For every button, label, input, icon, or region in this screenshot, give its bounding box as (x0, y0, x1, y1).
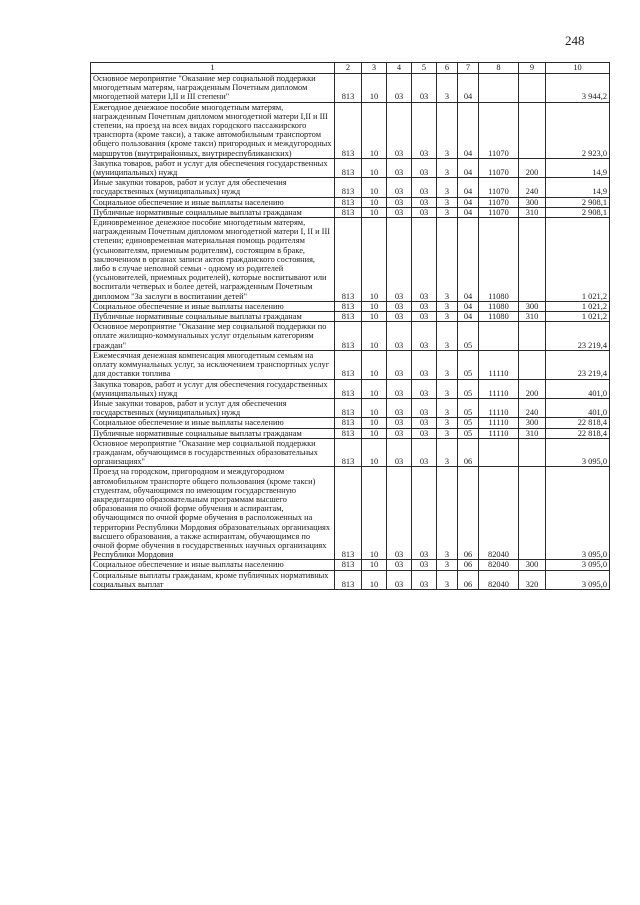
admin-code: 813 (335, 350, 362, 379)
table-row (91, 102, 610, 158)
direction-code: 11070 (479, 102, 519, 158)
section-code: 10 (362, 301, 387, 311)
admin-code: 813 (335, 322, 362, 351)
direction-code: 11110 (479, 350, 519, 379)
table-row (91, 312, 610, 322)
subprogram-code: 3 (437, 350, 458, 379)
column-header: 7 (458, 63, 479, 74)
subprogram-code: 3 (437, 418, 458, 428)
activity-code: 04 (458, 74, 479, 103)
expense-type-code: 310 (519, 207, 546, 217)
subprogram-code: 3 (437, 312, 458, 322)
subsection-code: 03 (387, 102, 412, 158)
section-code: 10 (362, 312, 387, 322)
admin-code: 813 (335, 570, 362, 589)
admin-code: 813 (335, 301, 362, 311)
table-row (91, 350, 610, 379)
amount-value: 14,9 (546, 158, 610, 177)
direction-code: 11110 (479, 418, 519, 428)
direction-code: 11110 (479, 428, 519, 438)
column-header: 2 (335, 63, 362, 74)
section-code: 10 (362, 428, 387, 438)
amount-value: 22 818,4 (546, 418, 610, 428)
section-code: 10 (362, 570, 387, 589)
table-row (91, 398, 610, 417)
expense-type-code (519, 467, 546, 560)
amount-value: 3 095,0 (546, 560, 610, 570)
subprogram-code: 3 (437, 102, 458, 158)
subprogram-code: 3 (437, 197, 458, 207)
amount-value: 1 021,2 (546, 312, 610, 322)
subprogram-code: 3 (437, 74, 458, 103)
amount-value: 401,0 (546, 379, 610, 398)
admin-code: 813 (335, 398, 362, 417)
column-header: 5 (412, 63, 437, 74)
expense-type-code: 310 (519, 312, 546, 322)
program-code: 03 (412, 418, 437, 428)
activity-code: 06 (458, 560, 479, 570)
admin-code: 813 (335, 379, 362, 398)
expense-type-code: 320 (519, 570, 546, 589)
admin-code: 813 (335, 560, 362, 570)
admin-code: 813 (335, 428, 362, 438)
direction-code: 82040 (479, 560, 519, 570)
page-number: 248 (565, 33, 585, 48)
section-code: 10 (362, 207, 387, 217)
row-description: Единовременное денежное пособие многодетным матерям, награжденным Почетным дипломом многодетной матери I, II и III степени; единовременная материальная помощь родителям (усыновителям, приемным родителям), состоящим в браке, заключенном в органах записи актов гражданского состояния, либо в случае неполной семьи - одному из родителей (усыновителей, приемных родителей), которые воспитывают или воспитали четверых и более детей, награжденным Почетным дипломом "За заслуги в воспитании детей" (91, 218, 335, 302)
subsection-code: 03 (387, 74, 412, 103)
admin-code: 813 (335, 158, 362, 177)
admin-code: 813 (335, 418, 362, 428)
program-code: 03 (412, 301, 437, 311)
expense-type-code (519, 74, 546, 103)
expense-type-code: 300 (519, 197, 546, 207)
program-code: 03 (412, 322, 437, 351)
activity-code: 04 (458, 197, 479, 207)
table-row (91, 560, 610, 570)
direction-code: 82040 (479, 467, 519, 560)
direction-code: 11080 (479, 218, 519, 302)
program-code: 03 (412, 570, 437, 589)
activity-code: 04 (458, 207, 479, 217)
subsection-code: 03 (387, 379, 412, 398)
activity-code: 05 (458, 350, 479, 379)
direction-code (479, 74, 519, 103)
admin-code: 813 (335, 312, 362, 322)
activity-code: 05 (458, 398, 479, 417)
table-row (91, 438, 610, 467)
row-description: Иные закупки товаров, работ и услуг для обеспечения государственных (муниципальных) нужд (91, 178, 335, 197)
row-description: Закупка товаров, работ и услуг для обеспечения государственных (муниципальных) нужд (91, 158, 335, 177)
expense-type-code: 240 (519, 398, 546, 417)
program-code: 03 (412, 158, 437, 177)
column-header: 1 (91, 63, 335, 74)
amount-value: 22 818,4 (546, 428, 610, 438)
row-description: Публичные нормативные социальные выплаты гражданам (91, 207, 335, 217)
row-description: Социальные выплаты гражданам, кроме публичных нормативных социальных выплат (91, 570, 335, 589)
section-code: 10 (362, 322, 387, 351)
table-body (91, 74, 610, 590)
subprogram-code: 3 (437, 218, 458, 302)
amount-value: 1 021,2 (546, 218, 610, 302)
program-code: 03 (412, 560, 437, 570)
section-code: 10 (362, 438, 387, 467)
subsection-code: 03 (387, 438, 412, 467)
expense-type-code: 300 (519, 301, 546, 311)
row-description: Иные закупки товаров, работ и услуг для обеспечения государственных (муниципальных) нужд (91, 398, 335, 417)
table-row (91, 301, 610, 311)
direction-code: 11070 (479, 197, 519, 207)
subprogram-code: 3 (437, 428, 458, 438)
column-header: 9 (519, 63, 546, 74)
budget-table (90, 62, 610, 590)
section-code: 10 (362, 350, 387, 379)
admin-code: 813 (335, 438, 362, 467)
activity-code: 04 (458, 301, 479, 311)
subsection-code: 03 (387, 570, 412, 589)
activity-code: 05 (458, 322, 479, 351)
section-code: 10 (362, 158, 387, 177)
program-code: 03 (412, 218, 437, 302)
expense-type-code (519, 218, 546, 302)
subsection-code: 03 (387, 467, 412, 560)
subprogram-code: 3 (437, 438, 458, 467)
row-description: Публичные нормативные социальные выплаты гражданам (91, 312, 335, 322)
program-code: 03 (412, 178, 437, 197)
column-header: 10 (546, 63, 610, 74)
subprogram-code: 3 (437, 158, 458, 177)
table-row (91, 178, 610, 197)
table-row (91, 379, 610, 398)
subprogram-code: 3 (437, 301, 458, 311)
program-code: 03 (412, 102, 437, 158)
amount-value: 23 219,4 (546, 322, 610, 351)
section-code: 10 (362, 197, 387, 207)
section-code: 10 (362, 218, 387, 302)
row-description: Основное мероприятие "Оказание мер социальной поддержки многодетным матерям, награжденным Почетным дипломом многодетной матери I,II и III степени" (91, 74, 335, 103)
section-code: 10 (362, 398, 387, 417)
section-code: 10 (362, 418, 387, 428)
expense-type-code (519, 350, 546, 379)
column-header: 3 (362, 63, 387, 74)
program-code: 03 (412, 379, 437, 398)
activity-code: 05 (458, 428, 479, 438)
amount-value: 2 923,0 (546, 102, 610, 158)
expense-type-code: 200 (519, 158, 546, 177)
table-row (91, 197, 610, 207)
admin-code: 813 (335, 74, 362, 103)
table-row (91, 322, 610, 351)
activity-code: 05 (458, 379, 479, 398)
column-header: 4 (387, 63, 412, 74)
table-row (91, 570, 610, 589)
amount-value: 3 095,0 (546, 438, 610, 467)
expense-type-code: 310 (519, 428, 546, 438)
row-description: Социальное обеспечение и иные выплаты населению (91, 197, 335, 207)
amount-value: 3 095,0 (546, 570, 610, 589)
direction-code: 11070 (479, 178, 519, 197)
program-code: 03 (412, 207, 437, 217)
section-code: 10 (362, 560, 387, 570)
subsection-code: 03 (387, 350, 412, 379)
row-description: Социальное обеспечение и иные выплаты населению (91, 560, 335, 570)
subsection-code: 03 (387, 322, 412, 351)
program-code: 03 (412, 312, 437, 322)
direction-code: 11110 (479, 379, 519, 398)
activity-code: 04 (458, 102, 479, 158)
subprogram-code: 3 (437, 379, 458, 398)
column-header: 6 (437, 63, 458, 74)
admin-code: 813 (335, 467, 362, 560)
table-row (91, 218, 610, 302)
row-description: Публичные нормативные социальные выплаты гражданам (91, 428, 335, 438)
subprogram-code: 3 (437, 560, 458, 570)
section-code: 10 (362, 379, 387, 398)
subsection-code: 03 (387, 418, 412, 428)
column-header: 8 (479, 63, 519, 74)
direction-code (479, 438, 519, 467)
activity-code: 05 (458, 418, 479, 428)
subsection-code: 03 (387, 312, 412, 322)
row-description: Основное мероприятие "Оказание мер социальной поддержки по оплате жилищно-коммунальных услуг отдельным категориям граждан" (91, 322, 335, 351)
activity-code: 06 (458, 467, 479, 560)
program-code: 03 (412, 438, 437, 467)
admin-code: 813 (335, 102, 362, 158)
section-code: 10 (362, 102, 387, 158)
subsection-code: 03 (387, 218, 412, 302)
subprogram-code: 3 (437, 398, 458, 417)
direction-code: 82040 (479, 570, 519, 589)
amount-value: 2 908,1 (546, 207, 610, 217)
row-description: Ежегодное денежное пособие многодетным матерям, награжденным Почетным дипломом многодетной матери I,II и III степени, на проезд на всех видах городского пассажирского транспорта (кроме такси), а также автомобильным транспортом общего пользования (кроме такси) пригородных и междугородных маршрутов (внутрирайонных, внутриреспубликанских) (91, 102, 335, 158)
expense-type-code (519, 438, 546, 467)
activity-code: 04 (458, 218, 479, 302)
expense-type-code: 300 (519, 560, 546, 570)
expense-type-code: 240 (519, 178, 546, 197)
row-description: Проезд на городском, пригородном и междугородном автомобильном транспорте общего пользования (кроме такси) студентам, обучающимся по имеющим государственную аккредитацию образовательным программам высшего образования по очной форме обучения и аспирантам, обучающимся по очной форме обучения в расположенных на территории Республики Мордовия образовательных организациях высшего образования, а также аспирантам, обучающимся по очной форме обучения в государственных научных организациях Республики Мордовия (91, 467, 335, 560)
subsection-code: 03 (387, 301, 412, 311)
amount-value: 14,9 (546, 178, 610, 197)
activity-code: 04 (458, 158, 479, 177)
amount-value: 1 021,2 (546, 301, 610, 311)
row-description: Ежемесячная денежная компенсация многодетным семьям на оплату коммунальных услуг, за исключением транспортных услуг для доставки топлива (91, 350, 335, 379)
table-row (91, 467, 610, 560)
amount-value: 2 908,1 (546, 197, 610, 207)
row-description: Социальное обеспечение и иные выплаты населению (91, 418, 335, 428)
program-code: 03 (412, 197, 437, 207)
amount-value: 23 219,4 (546, 350, 610, 379)
program-code: 03 (412, 74, 437, 103)
admin-code: 813 (335, 218, 362, 302)
subsection-code: 03 (387, 428, 412, 438)
subprogram-code: 3 (437, 467, 458, 560)
table-header-row (91, 63, 610, 74)
admin-code: 813 (335, 197, 362, 207)
expense-type-code: 200 (519, 379, 546, 398)
subprogram-code: 3 (437, 207, 458, 217)
admin-code: 813 (335, 207, 362, 217)
subprogram-code: 3 (437, 178, 458, 197)
direction-code: 11070 (479, 158, 519, 177)
subsection-code: 03 (387, 197, 412, 207)
subprogram-code: 3 (437, 570, 458, 589)
subsection-code: 03 (387, 398, 412, 417)
activity-code: 04 (458, 312, 479, 322)
section-code: 10 (362, 74, 387, 103)
activity-code: 06 (458, 570, 479, 589)
expense-type-code (519, 322, 546, 351)
expense-type-code: 300 (519, 418, 546, 428)
subsection-code: 03 (387, 207, 412, 217)
table-row (91, 428, 610, 438)
program-code: 03 (412, 428, 437, 438)
program-code: 03 (412, 350, 437, 379)
admin-code: 813 (335, 178, 362, 197)
row-description: Социальное обеспечение и иные выплаты населению (91, 301, 335, 311)
table-row (91, 158, 610, 177)
direction-code: 11070 (479, 207, 519, 217)
subsection-code: 03 (387, 158, 412, 177)
amount-value: 3 095,0 (546, 467, 610, 560)
table-row (91, 418, 610, 428)
direction-code: 11080 (479, 301, 519, 311)
amount-value: 401,0 (546, 398, 610, 417)
row-description: Закупка товаров, работ и услуг для обеспечения государственных (муниципальных) нужд (91, 379, 335, 398)
subsection-code: 03 (387, 178, 412, 197)
subsection-code: 03 (387, 560, 412, 570)
program-code: 03 (412, 467, 437, 560)
direction-code (479, 322, 519, 351)
program-code: 03 (412, 398, 437, 417)
amount-value: 3 944,2 (546, 74, 610, 103)
expense-type-code (519, 102, 546, 158)
row-description: Основное мероприятие "Оказание мер социальной поддержки гражданам, обучающимся в государственных образовательных организациях" (91, 438, 335, 467)
section-code: 10 (362, 178, 387, 197)
subprogram-code: 3 (437, 322, 458, 351)
direction-code: 11080 (479, 312, 519, 322)
section-code: 10 (362, 467, 387, 560)
activity-code: 04 (458, 178, 479, 197)
table-row (91, 207, 610, 217)
direction-code: 11110 (479, 398, 519, 417)
table-row (91, 74, 610, 103)
activity-code: 06 (458, 438, 479, 467)
